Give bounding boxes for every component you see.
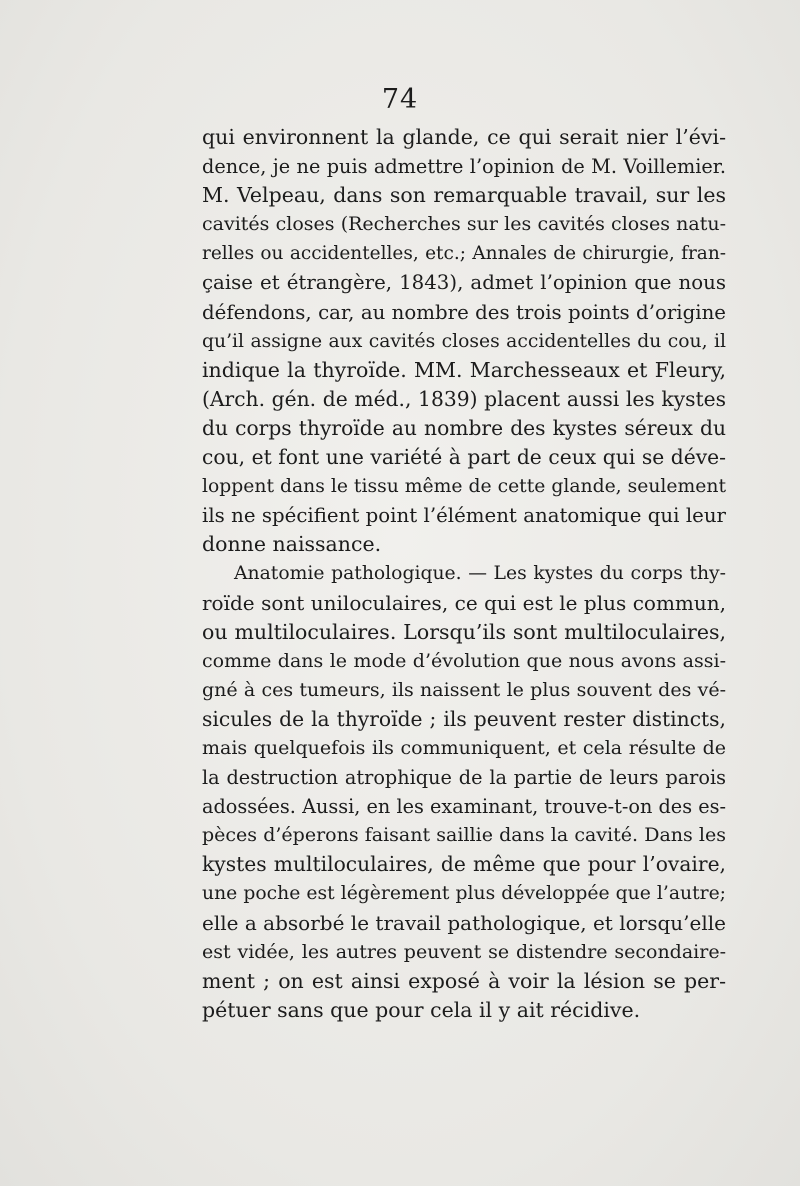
text-line: relles ou accidentelles, etc.; Annales de chirurgie, fran- xyxy=(202,243,726,265)
text-line: loppent dans le tissu même de cette glande, seulement xyxy=(202,476,726,498)
text-line: çaise et étrangère, 1843), admet l’opinion que nous xyxy=(202,271,726,295)
text-line: pétuer sans que pour cela il y ait récidive. xyxy=(202,997,641,1022)
text-line: M. Velpeau, dans son remarquable travail, sur les xyxy=(202,183,726,208)
text-line: qui environnent la glande, ce qui serait nier l’évi- xyxy=(202,125,726,149)
text-line: pèces d’éperons faisant saillie dans la cavité. Dans les xyxy=(202,824,726,847)
text-line: elle a absorbé le travail pathologique, et lorsqu’elle xyxy=(202,910,726,935)
text-line: comme dans le mode d’évolution que nous avons assi- xyxy=(202,649,726,672)
text-line: est vidée, les autres peuvent se distendre secondaire- xyxy=(202,940,726,963)
text-line: une poche est légèrement plus développée que l’autre; xyxy=(202,883,726,905)
text-line: kystes multiloculaires, de même que pour l’ovaire, xyxy=(202,852,726,877)
page-number: 74 xyxy=(381,84,419,115)
text-line: indique la thyroïde. MM. Marchesseaux et Fleury, xyxy=(202,357,726,382)
text-line: adossées. Aussi, en les examinant, trouve-t-on des es- xyxy=(202,795,726,819)
text-line: (Arch. gén. de méd., 1839) placent aussi les kystes xyxy=(202,386,726,411)
text-line: mais quelquefois ils communiquent, et cela résulte de xyxy=(202,736,726,759)
text-line: ment ; on est ainsi exposé à voir la lésion se per- xyxy=(202,968,726,993)
text-line: du corps thyroïde au nombre des kystes séreux du xyxy=(202,415,726,440)
text-line: gné à ces tumeurs, ils naissent le plus souvent des vé- xyxy=(202,678,726,701)
text-line: ou multiloculaires. Lorsqu’ils sont multiloculaires, xyxy=(202,619,726,644)
text-line: roïde sont uniloculaires, ce qui est le plus commun, xyxy=(202,590,726,615)
text-line: qu’il assigne aux cavités closes accidentelles du cou, il xyxy=(202,330,726,352)
text-line: dence, je ne puis admettre l’opinion de M. Voillemier. xyxy=(202,155,726,179)
text-line: cou, et font une variété à part de ceux qui se déve- xyxy=(202,445,726,470)
text-line: ils ne spécifient point l’élément anatomique qui leur xyxy=(202,504,726,528)
text-line: cavités closes (Recherches sur les cavités closes natu- xyxy=(202,213,726,236)
section-heading-line: Anatomie pathologique. — Les kystes du corps thy- xyxy=(234,563,726,585)
body-text xyxy=(202,123,726,1025)
text-line: la destruction atrophique de la partie de leurs parois xyxy=(202,766,726,790)
text-line: donne naissance. xyxy=(202,532,382,557)
text-line: sicules de la thyroïde ; ils peuvent rester distincts, xyxy=(202,706,726,731)
text-line: défendons, car, au nombre des trois points d’origine xyxy=(202,300,726,324)
